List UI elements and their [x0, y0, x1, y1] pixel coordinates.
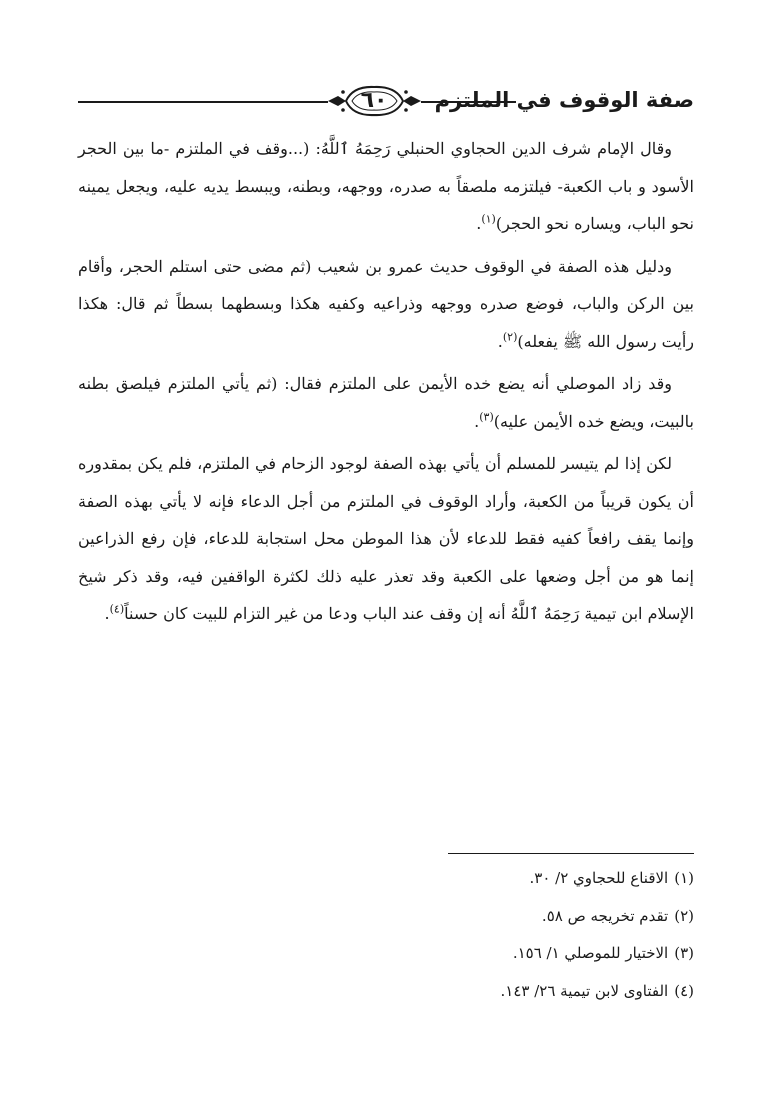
paragraph-1: [78, 130, 694, 243]
paragraph-2: [78, 248, 694, 361]
paragraph-text: ودليل هذه الصفة في الوقوف حديث عمرو بن شعيب (ثم مضى حتى استلم الحجر، وأقام بين الركن والباب، فوضع صدره ووجهه وذراعيه وكفيه هكذا وبسطهما بسطاً ثم قال: هكذا رأيت رسول الله ﷺ يفعله): [78, 256, 694, 351]
header-rule-right: [421, 101, 516, 103]
book-page: [78, 0, 694, 1118]
paragraph-end: .: [104, 604, 110, 623]
footnote-1: [78, 868, 694, 888]
header-rule-left: [78, 101, 328, 103]
footnote-ref-2: (٢): [502, 330, 518, 344]
footnote-text: الفتاوى لابن تيمية ٢٦/ ١٤٣.: [500, 981, 669, 1000]
footnote-2: [78, 906, 694, 926]
paragraph-text: وقد زاد الموصلي أنه يضع خده الأيمن على الملتزم فقال: (ثم يأتي الملتزم فيلصق بطنه بالبيت، ويضع خده الأيمن عليه): [78, 374, 694, 431]
footnote-number: (٣): [674, 944, 694, 962]
paragraph-text: لكن إذا لم يتيسر للمسلم أن يأتي بهذه الصفة لوجود الزحام في الملتزم، فلم يكن بمقدوره أن يكون قريباً من الكعبة، وأراد الوقوف في الملتزم من أجل الدعاء فإنه لا يأتي بهذه الصفة وإنما يقف رافعاً كفيه فقط للدعاء لأن هذا الموطن محل استجابة للدعاء، فإن رفع الذراعين إنما هو من أجل وضعها على الكعبة وقد تعذر عليه ذلك لكثرة الواقفين فيه، وقد ذكر شيخ الإسلام ابن تيمية رَحِمَهُ ٱللَّهُ أنه إن وقف عند الباب ودعا من غير التزام للبيت كان حسناً: [78, 454, 694, 623]
footnote-ref-3: (٣): [479, 410, 494, 424]
footnote-ref-1: (١): [481, 212, 496, 226]
running-header: [78, 82, 694, 122]
footnote-text: تقدم تخريجه ص ٥٨.: [541, 906, 669, 925]
page-number: ٦٠: [360, 88, 388, 113]
footnote-ref-4: (٤): [109, 602, 125, 616]
header-title: صفة الوقوف في الملتزم: [434, 88, 694, 112]
footnote-separator: [448, 853, 694, 854]
footnote-number: (١): [674, 869, 694, 887]
footnote-number: (٢): [674, 906, 694, 925]
paragraph-4: [78, 445, 694, 633]
paragraph-text: وقال الإمام شرف الدين الحجاوي الحنبلي رَحِمَهُ ٱللَّهُ: (...وقف في الملتزم -ما بين الحجر الأسود و باب الكعبة- فيلتزمه ملصقاً به صدره، ووجهه، وبطنه، ويبسط يديه عليه، ويجعل يمينه نحو الباب، ويساره نحو الحجر): [78, 139, 694, 233]
footnote-number: (٤): [674, 981, 694, 1000]
footnote-3: [78, 943, 694, 963]
paragraph-3: [78, 365, 694, 440]
footnotes: [78, 868, 694, 1018]
paragraph-end: .: [497, 331, 503, 351]
paragraph-end: .: [474, 411, 480, 431]
footnote-4: [78, 981, 694, 1001]
footnote-text: الاختيار للموصلي ١/ ١٥٦.: [512, 944, 669, 962]
body-text: [78, 130, 694, 638]
paragraph-end: .: [476, 214, 482, 233]
footnote-text: الاقناع للحجاوي ٢/ ٣٠.: [529, 869, 669, 887]
